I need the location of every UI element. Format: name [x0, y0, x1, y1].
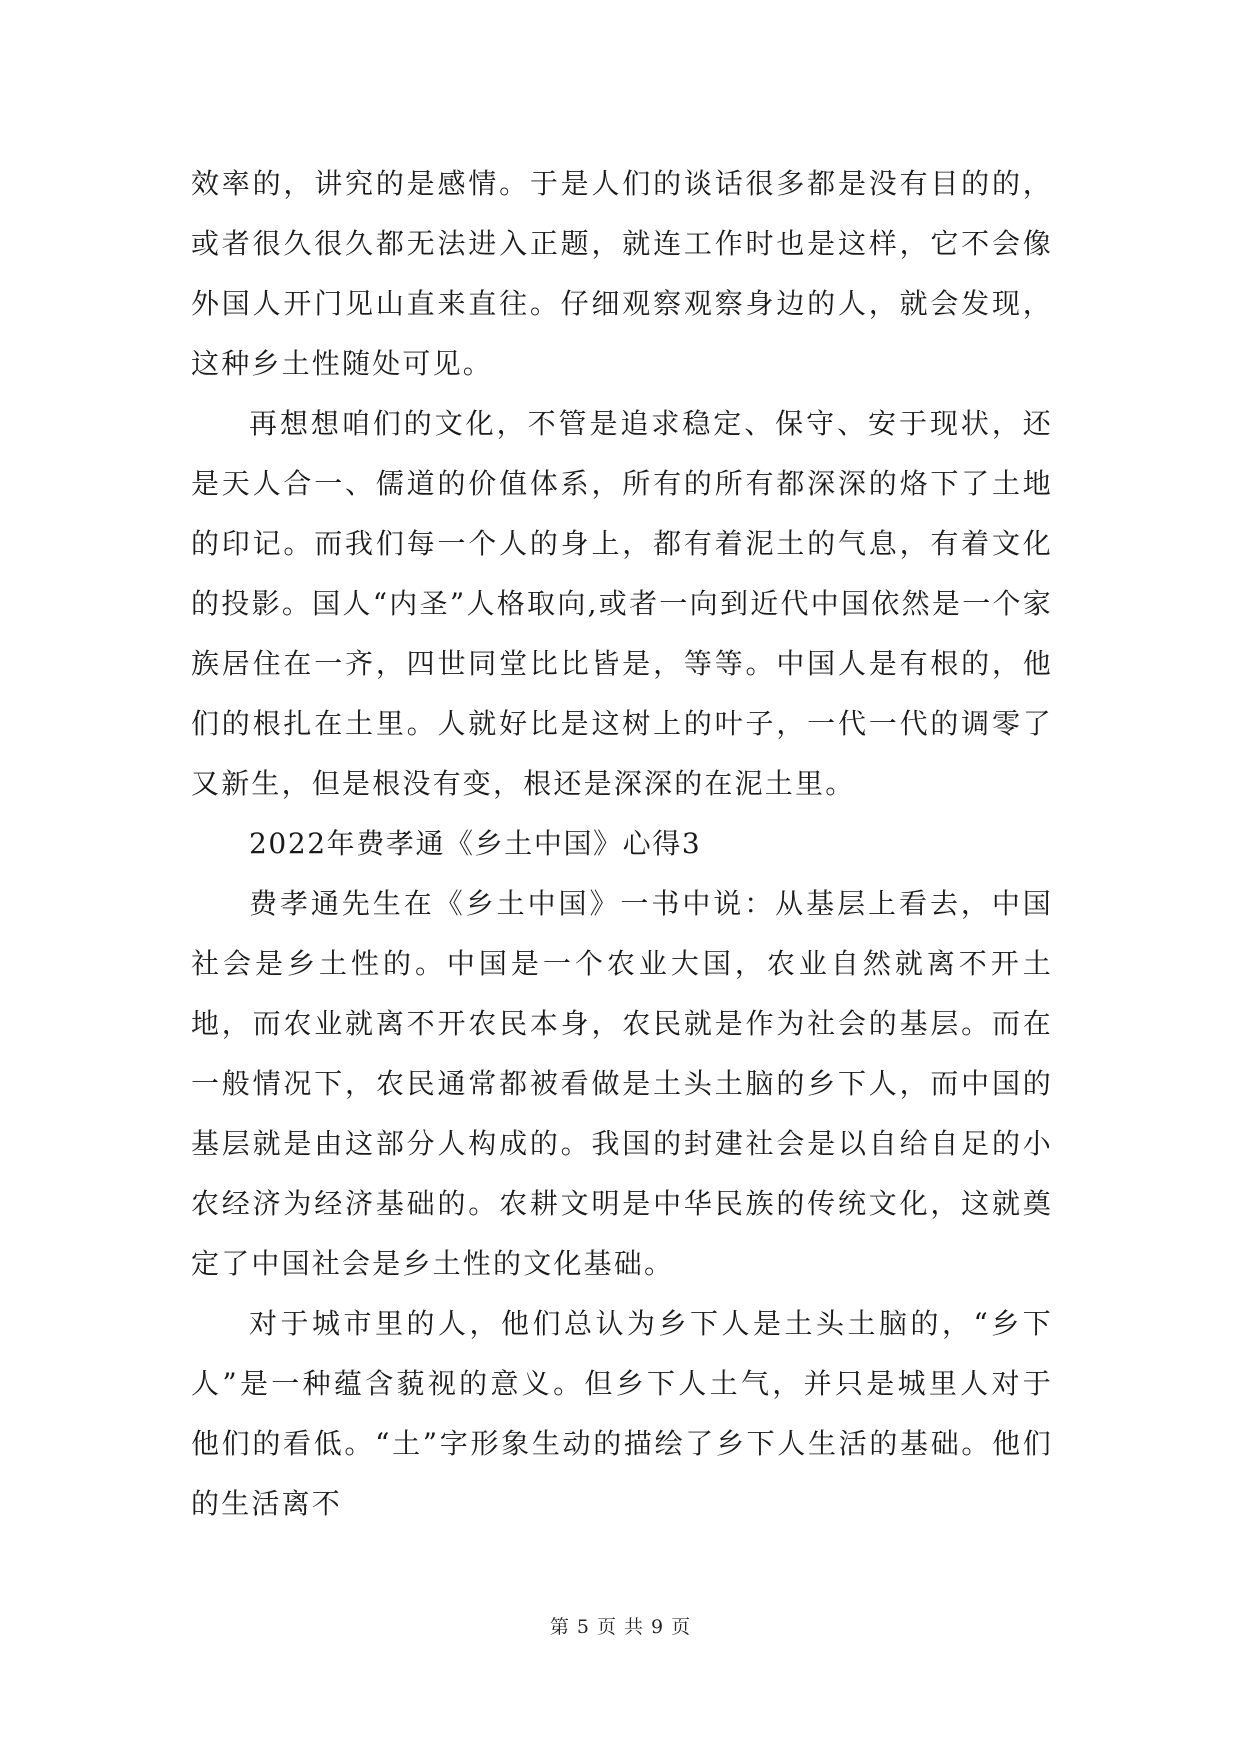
paragraph-city-people: 对于城市里的人，他们总认为乡下人是土头土脑的，“乡下人”是一种蕴含藐视的意义。但乡下人土气，并只是城里人对于他们的看低。“土”字形象生动的描绘了乡下人生活的基础。他们的生活离不	[191, 1307, 1053, 1520]
paragraph-fei-xiaotong: 费孝通先生在《乡土中国》一书中说：从基层上看去，中国社会是乡土性的。中国是一个农业大国，农业自然就离不开土地，而农业就离不开农民本身，农民就是作为社会的基层。而在一般情况下，农民通常都被看做是土头土脑的乡下人，而中国的基层就是由这部分人构成的。我国的封建社会是以自给自足的小农经济为经济基础的。农耕文明是中华民族的传统文化，这就奠定了中国社会是乡土性的文化基础。	[191, 887, 1053, 1280]
document-body	[191, 154, 1053, 1534]
paragraph-continuation: 效率的，讲究的是感情。于是人们的谈话很多都是没有目的的，或者很久很久都无法进入正题，就连工作时也是这样，它不会像外国人开门见山直来直往。仔细观察观察身边的人，就会发现，这种乡土性随处可见。	[191, 167, 1053, 380]
section-heading: 2022年费孝通《乡土中国》心得3	[249, 827, 702, 860]
paragraph-culture: 再想想咱们的文化，不管是追求稳定、保守、安于现状，还是天人合一、儒道的价值体系，所有的所有都深深的烙下了土地的印记。而我们每一个人的身上，都有着泥土的气息，有着文化的投影。国人“内圣”人格取向,或者一向到近代中国依然是一个家族居住在一齐，四世同堂比比皆是，等等。中国人是有根的，他们的根扎在土里。人就好比是这树上的叶子，一代一代的调零了又新生，但是根没有变，根还是深深的在泥土里。	[191, 407, 1053, 800]
page-number-footer: 第 5 页 共 9 页	[549, 1616, 692, 1638]
